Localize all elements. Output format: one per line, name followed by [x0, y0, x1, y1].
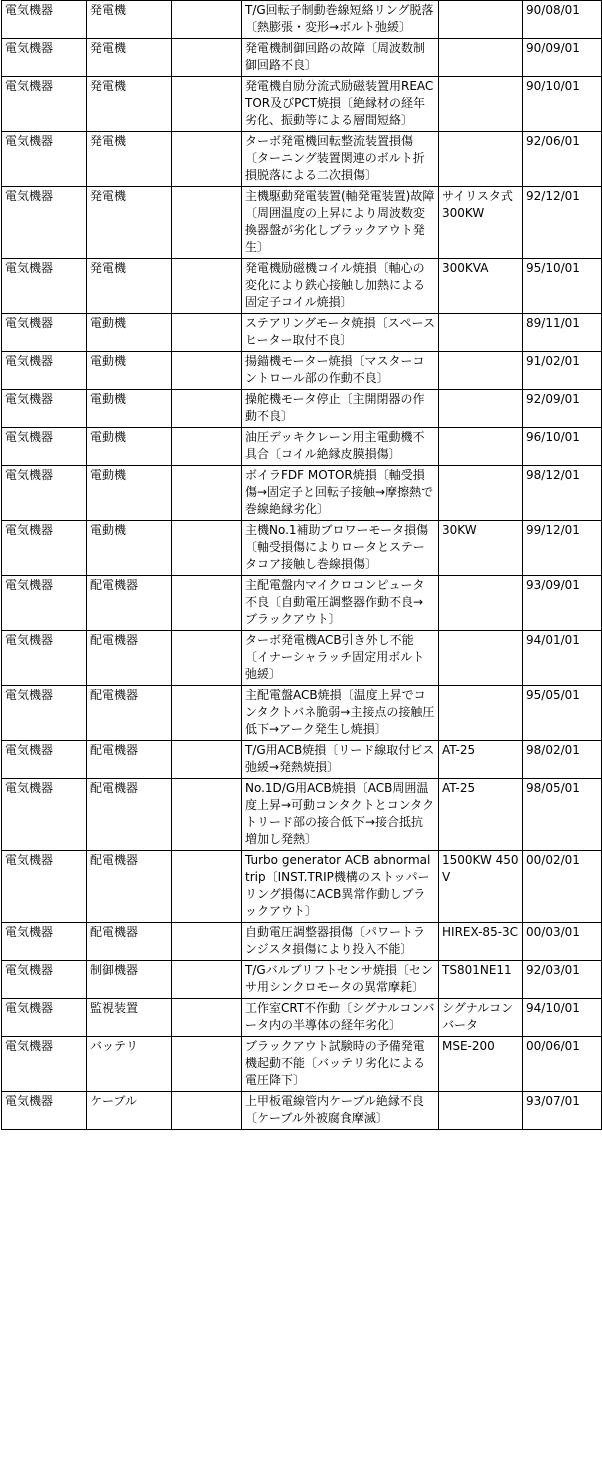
extra-cell	[172, 779, 242, 851]
table-row	[2, 741, 602, 779]
table-row	[2, 466, 602, 521]
description-cell: 主配電盤内マイクロコンピュータ不良〔自動電圧調整器作動不良→ブラックアウト〕	[242, 576, 439, 631]
description-cell: 発電機励磁機コイル焼損〔軸心の変化により鉄心接触し加熱による固定子コイル焼損〕	[242, 259, 439, 314]
category-cell: 電気機器	[2, 999, 87, 1037]
category-cell: 電気機器	[2, 631, 87, 686]
category-cell: 電気機器	[2, 961, 87, 999]
date-cell: 92/09/01	[523, 390, 602, 428]
extra-cell	[172, 1, 242, 39]
model-cell	[439, 1, 523, 39]
extra-cell	[172, 631, 242, 686]
table-row	[2, 631, 602, 686]
description-cell: 発電機自励分流式励磁装置用REACTOR及びPCT焼損〔絶縁材の経年劣化、振動等による層間短絡〕	[242, 77, 439, 132]
model-cell	[439, 631, 523, 686]
description-cell: 油圧デッキクレーン用主電動機不具合〔コイル絶縁皮膜損傷〕	[242, 428, 439, 466]
table-row	[2, 39, 602, 77]
date-cell: 90/10/01	[523, 77, 602, 132]
date-cell: 93/09/01	[523, 576, 602, 631]
subcategory-cell: 発電機	[87, 39, 172, 77]
extra-cell	[172, 187, 242, 259]
date-cell: 00/03/01	[523, 923, 602, 961]
table-row	[2, 187, 602, 259]
category-cell: 電気機器	[2, 741, 87, 779]
subcategory-cell: 発電機	[87, 1, 172, 39]
table-row	[2, 390, 602, 428]
extra-cell	[172, 132, 242, 187]
model-cell	[439, 132, 523, 187]
description-cell: 操舵機モータ停止〔主開閉器の作動不良〕	[242, 390, 439, 428]
table-row	[2, 1, 602, 39]
table-row	[2, 1037, 602, 1092]
description-cell: 主機駆動発電装置(軸発電装置)故障〔周囲温度の上昇により周波数変換器盤が劣化しブラックアウト発生〕	[242, 187, 439, 259]
table-row	[2, 1092, 602, 1130]
model-cell: シグナルコンバータ	[439, 999, 523, 1037]
model-cell	[439, 39, 523, 77]
model-cell	[439, 77, 523, 132]
extra-cell	[172, 851, 242, 923]
category-cell: 電気機器	[2, 466, 87, 521]
description-cell: ブラックアウト試験時の予備発電機起動不能〔バッテリ劣化による電圧降下〕	[242, 1037, 439, 1092]
table-row	[2, 779, 602, 851]
subcategory-cell: 発電機	[87, 77, 172, 132]
date-cell: 95/05/01	[523, 686, 602, 741]
category-cell: 電気機器	[2, 390, 87, 428]
date-cell: 99/12/01	[523, 521, 602, 576]
model-cell	[439, 1092, 523, 1130]
date-cell: 92/12/01	[523, 187, 602, 259]
model-cell: 1500KW 450V	[439, 851, 523, 923]
description-cell: T/G用ACB焼損〔リード線取付ビス弛緩→発熱焼損〕	[242, 741, 439, 779]
table-row	[2, 259, 602, 314]
model-cell	[439, 576, 523, 631]
model-cell	[439, 390, 523, 428]
category-cell: 電気機器	[2, 1037, 87, 1092]
category-cell: 電気機器	[2, 187, 87, 259]
subcategory-cell: 配電機器	[87, 779, 172, 851]
category-cell: 電気機器	[2, 923, 87, 961]
category-cell: 電気機器	[2, 77, 87, 132]
extra-cell	[172, 686, 242, 741]
date-cell: 90/08/01	[523, 1, 602, 39]
subcategory-cell: 配電機器	[87, 851, 172, 923]
description-cell: 発電機制御回路の故障〔周波数制御回路不良〕	[242, 39, 439, 77]
description-cell: ボイラFDF MOTOR焼損〔軸受損傷→固定子と回転子接触→摩擦熱で巻線絶縁劣化〕	[242, 466, 439, 521]
category-cell: 電気機器	[2, 1, 87, 39]
description-cell: 主機No.1補助ブロワーモータ損傷〔軸受損傷によりロータとステータコア接触し巻線損傷〕	[242, 521, 439, 576]
table-row	[2, 428, 602, 466]
extra-cell	[172, 428, 242, 466]
table-row	[2, 314, 602, 352]
extra-cell	[172, 923, 242, 961]
category-cell: 電気機器	[2, 259, 87, 314]
extra-cell	[172, 390, 242, 428]
subcategory-cell: 監視装置	[87, 999, 172, 1037]
table-row	[2, 923, 602, 961]
table-row	[2, 576, 602, 631]
table-row	[2, 521, 602, 576]
extra-cell	[172, 1037, 242, 1092]
category-cell: 電気機器	[2, 314, 87, 352]
extra-cell	[172, 77, 242, 132]
table-row	[2, 352, 602, 390]
table-row	[2, 999, 602, 1037]
model-cell: AT-25	[439, 741, 523, 779]
date-cell: 94/10/01	[523, 999, 602, 1037]
date-cell: 95/10/01	[523, 259, 602, 314]
description-cell: T/Gバルブリフトセンサ焼損〔センサ用シンクロモータの異常摩耗〕	[242, 961, 439, 999]
extra-cell	[172, 352, 242, 390]
category-cell: 電気機器	[2, 521, 87, 576]
date-cell: 90/09/01	[523, 39, 602, 77]
date-cell: 92/06/01	[523, 132, 602, 187]
date-cell: 89/11/01	[523, 314, 602, 352]
model-cell	[439, 352, 523, 390]
table-row	[2, 851, 602, 923]
accident-table	[1, 0, 602, 1130]
description-cell: 自動電圧調整器損傷〔パワートランジスタ損傷により投入不能〕	[242, 923, 439, 961]
table-row	[2, 686, 602, 741]
category-cell: 電気機器	[2, 132, 87, 187]
subcategory-cell: 配電機器	[87, 923, 172, 961]
subcategory-cell: 電動機	[87, 466, 172, 521]
model-cell: 300KVA	[439, 259, 523, 314]
subcategory-cell: 発電機	[87, 259, 172, 314]
accident-table-body	[2, 1, 602, 1130]
date-cell: 96/10/01	[523, 428, 602, 466]
subcategory-cell: 配電機器	[87, 686, 172, 741]
description-cell: ターボ発電機回転整流装置損傷〔ターニング装置関連のボルト折損脱落による二次損傷〕	[242, 132, 439, 187]
extra-cell	[172, 961, 242, 999]
subcategory-cell: 配電機器	[87, 576, 172, 631]
description-cell: T/G回転子制動巻線短絡リング脱落〔熱膨張・変形→ボルト弛緩〕	[242, 1, 439, 39]
model-cell: サイリスタ式300KW	[439, 187, 523, 259]
extra-cell	[172, 999, 242, 1037]
model-cell: TS801NE11	[439, 961, 523, 999]
extra-cell	[172, 521, 242, 576]
subcategory-cell: 電動機	[87, 521, 172, 576]
description-cell: ステアリングモータ焼損〔スペースヒーター取付不良〕	[242, 314, 439, 352]
subcategory-cell: 発電機	[87, 132, 172, 187]
subcategory-cell: 制御機器	[87, 961, 172, 999]
description-cell: 主配電盤ACB焼損〔温度上昇でコンタクトバネ脆弱→主接点の接触圧低下→アーク発生し焼損〕	[242, 686, 439, 741]
date-cell: 98/12/01	[523, 466, 602, 521]
category-cell: 電気機器	[2, 686, 87, 741]
description-cell: ターボ発電機ACB引き外し不能〔イナーシャラッチ固定用ボルト弛緩〕	[242, 631, 439, 686]
extra-cell	[172, 314, 242, 352]
model-cell	[439, 466, 523, 521]
date-cell: 98/02/01	[523, 741, 602, 779]
date-cell: 00/02/01	[523, 851, 602, 923]
model-cell: MSE-200	[439, 1037, 523, 1092]
subcategory-cell: ケーブル	[87, 1092, 172, 1130]
extra-cell	[172, 259, 242, 314]
subcategory-cell: 発電機	[87, 187, 172, 259]
category-cell: 電気機器	[2, 428, 87, 466]
date-cell: 93/07/01	[523, 1092, 602, 1130]
model-cell: AT-25	[439, 779, 523, 851]
model-cell: HIREX-85-3C	[439, 923, 523, 961]
subcategory-cell: 配電機器	[87, 631, 172, 686]
subcategory-cell: 電動機	[87, 314, 172, 352]
table-row	[2, 961, 602, 999]
date-cell: 00/06/01	[523, 1037, 602, 1092]
date-cell: 92/03/01	[523, 961, 602, 999]
extra-cell	[172, 1092, 242, 1130]
model-cell	[439, 686, 523, 741]
description-cell: 揚錨機モーター焼損〔マスターコントロール部の作動不良〕	[242, 352, 439, 390]
subcategory-cell: 配電機器	[87, 741, 172, 779]
date-cell: 98/05/01	[523, 779, 602, 851]
category-cell: 電気機器	[2, 39, 87, 77]
extra-cell	[172, 466, 242, 521]
model-cell: 30KW	[439, 521, 523, 576]
category-cell: 電気機器	[2, 576, 87, 631]
description-cell: No.1D/G用ACB焼損〔ACB周囲温度上昇→可動コンタクトとコンタクトリード部の接合低下→接合抵抗増加し発熱〕	[242, 779, 439, 851]
extra-cell	[172, 741, 242, 779]
model-cell	[439, 428, 523, 466]
subcategory-cell: 電動機	[87, 390, 172, 428]
category-cell: 電気機器	[2, 1092, 87, 1130]
subcategory-cell: 電動機	[87, 428, 172, 466]
date-cell: 94/01/01	[523, 631, 602, 686]
model-cell	[439, 314, 523, 352]
date-cell: 91/02/01	[523, 352, 602, 390]
category-cell: 電気機器	[2, 851, 87, 923]
subcategory-cell: バッテリ	[87, 1037, 172, 1092]
description-cell: 工作室CRT不作動〔シグナルコンバータ内の半導体の経年劣化〕	[242, 999, 439, 1037]
table-row	[2, 132, 602, 187]
subcategory-cell: 電動機	[87, 352, 172, 390]
description-cell: 上甲板電線管内ケーブル絶縁不良〔ケーブル外被腐食摩滅〕	[242, 1092, 439, 1130]
extra-cell	[172, 39, 242, 77]
category-cell: 電気機器	[2, 352, 87, 390]
category-cell: 電気機器	[2, 779, 87, 851]
table-row	[2, 77, 602, 132]
description-cell: Turbo generator ACB abnormal trip〔INST.TRIP機構のストッパーリング損傷にACB異常作動しブラックアウト〕	[242, 851, 439, 923]
extra-cell	[172, 576, 242, 631]
